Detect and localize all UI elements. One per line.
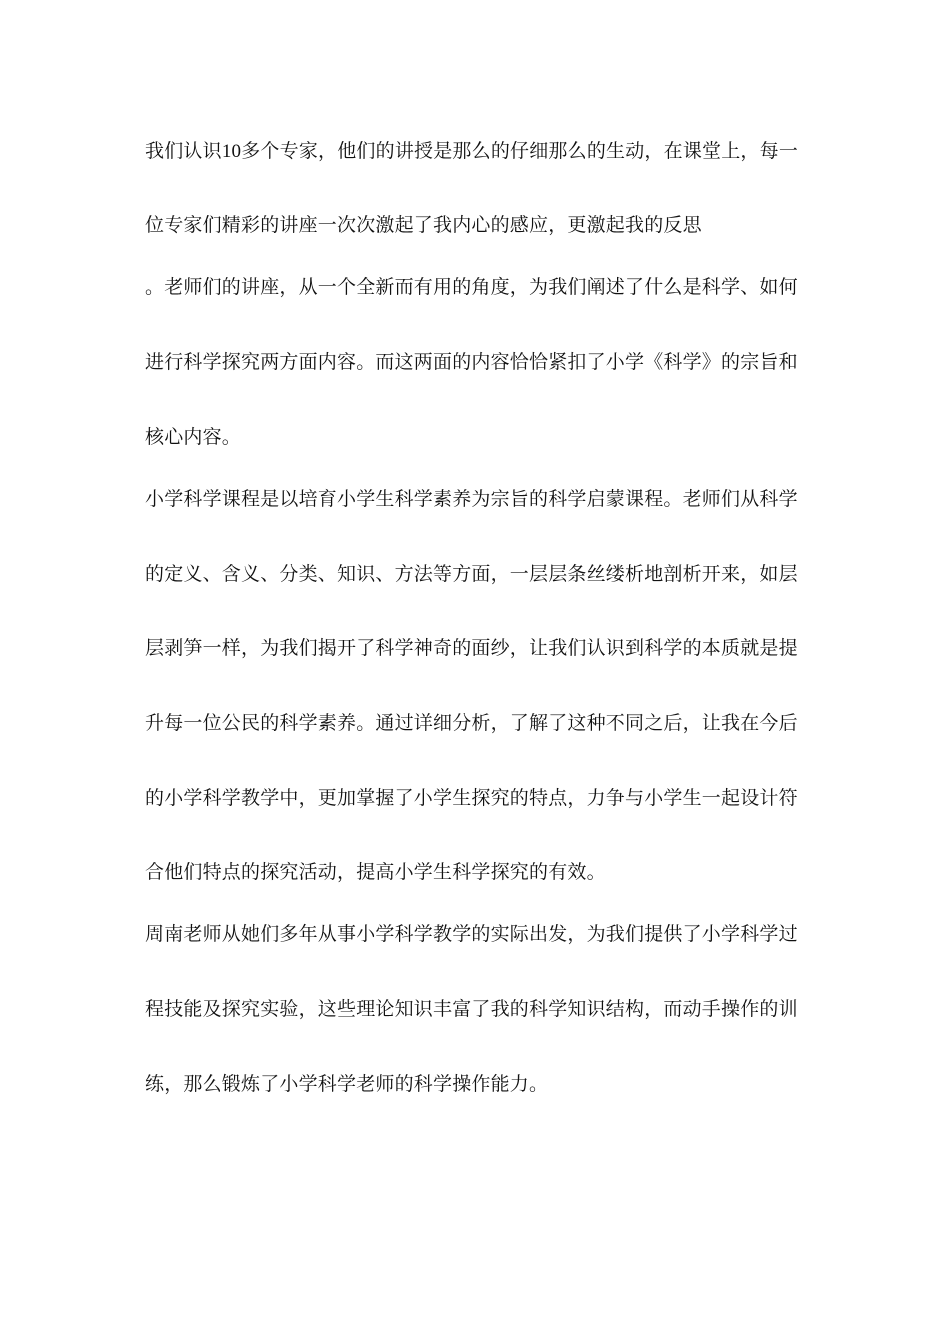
- text-line: 练，那么锻炼了小学科学老师的科学操作能力。: [145, 1073, 549, 1095]
- text-line: 核心内容。: [145, 426, 242, 448]
- text-segment: 多个专家，他们的讲授是那么的仔细那么的生动，在课堂上，每一: [241, 140, 799, 162]
- text-segment: 我们认识: [145, 140, 222, 162]
- text-line: 小学科学课程是以培育小学生科学素养为宗旨的科学启蒙课程。老师们从科学: [145, 488, 798, 510]
- text-line: 升每一位公民的科学素养。通过详细分析，了解了这种不同之后，让我在今后: [145, 712, 798, 734]
- text-line: 的定义、含义、分类、知识、方法等方面，一层层条丝缕析地剖析开来，如层: [145, 563, 798, 585]
- text-line: 周南老师从她们多年从事小学科学教学的实际出发，为我们提供了小学科学过: [145, 923, 798, 945]
- text-line: [145, 139, 805, 164]
- text-line: 程技能及探究实验，这些理论知识丰富了我的科学知识结构，而动手操作的训: [145, 998, 798, 1020]
- text-line: 合他们特点的探究活动，提高小学生科学探究的有效。: [145, 861, 606, 883]
- text-line: 。老师们的讲座，从一个全新而有用的角度，为我们阐述了什么是科学、如何: [145, 276, 798, 298]
- text-line: 的小学科学教学中，更加掌握了小学生探究的特点，力争与小学生一起设计符: [145, 787, 798, 809]
- text-line: 层剥笋一样，为我们揭开了科学神奇的面纱，让我们认识到科学的本质就是提: [145, 637, 798, 659]
- text-line: 进行科学探究两方面内容。而这两面的内容恰恰紧扣了小学《科学》的宗旨和: [145, 351, 798, 373]
- text-line: 位专家们精彩的讲座一次次激起了我内心的感应，更激起我的反思: [145, 214, 702, 236]
- number-text: 10: [221, 141, 242, 162]
